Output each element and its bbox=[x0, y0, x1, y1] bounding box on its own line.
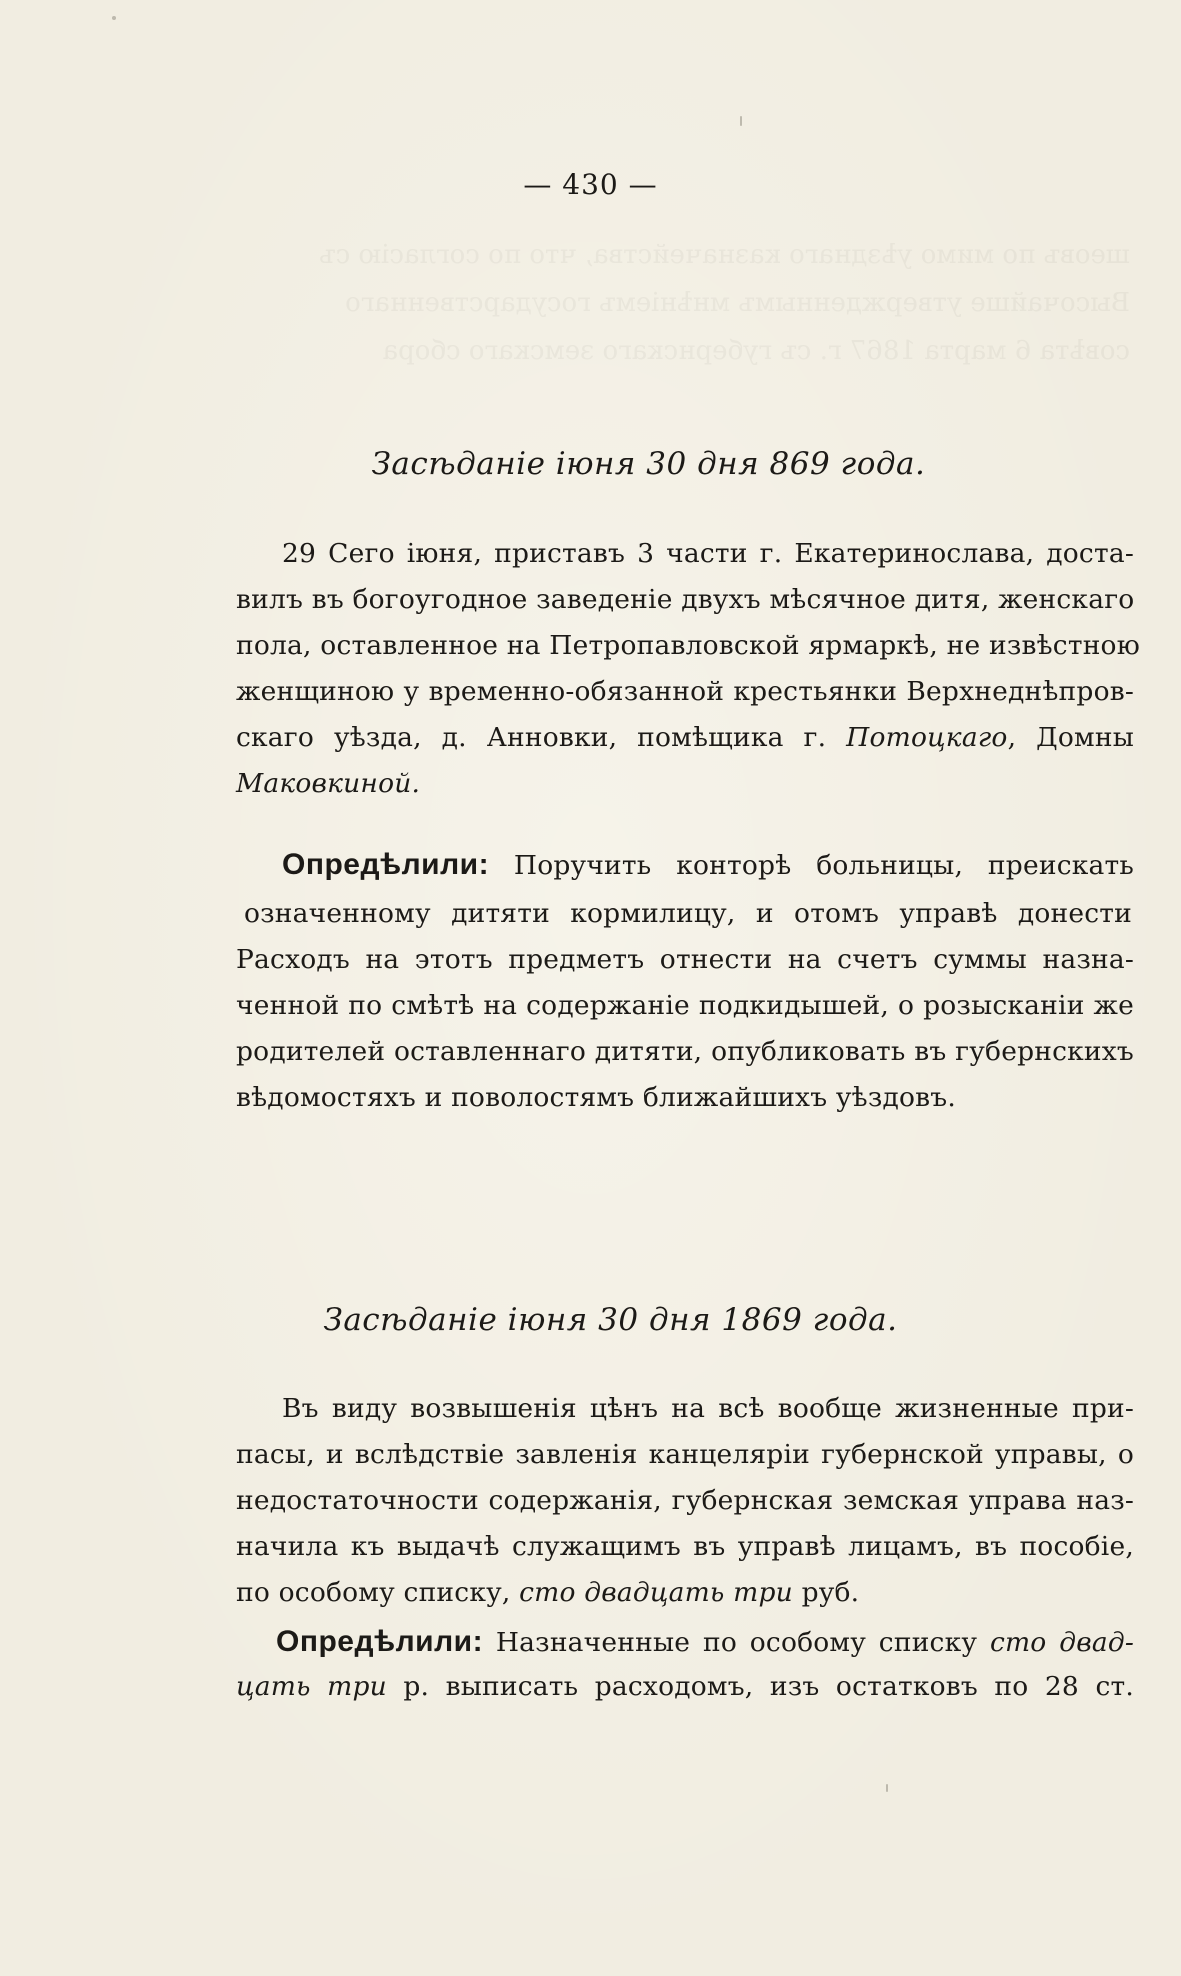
resolution-label: Опредѣлили: bbox=[282, 848, 490, 881]
landowner-name: Потоцкаго bbox=[846, 722, 1008, 753]
paper-speck bbox=[112, 16, 116, 20]
resolution-line: ченной по смѣтѣ на содержаніе подкидышей, о розысканіи же bbox=[236, 990, 1134, 1021]
amount-words: цать три bbox=[236, 1671, 387, 1702]
body-line: вилъ въ богоугодное заведеніе двухъ мѣсячное дитя, женскаго bbox=[236, 584, 1135, 615]
section-heading: Засѣданіе іюня 30 дня 1869 года. bbox=[323, 1302, 898, 1338]
body-line: Въ виду возвышенія цѣнъ на всѣ вообще жизненные при- bbox=[282, 1393, 1134, 1424]
person-name: Маковкиной. bbox=[236, 768, 421, 799]
body-line: недостаточности содержанія, губернская земская управа наз- bbox=[236, 1485, 1134, 1516]
currency-abbrev: руб. bbox=[801, 1577, 860, 1608]
body-text: Домны bbox=[1036, 722, 1134, 753]
resolution-line bbox=[236, 1671, 1134, 1702]
paper-speck bbox=[886, 1784, 888, 1792]
body-line: 29 Сего іюня, приставъ 3 части г. Екатеринослава, доста- bbox=[282, 538, 1134, 569]
bleed-through-text: шеовъ по мимо уѣзднаго казначейства, что по согласію съ bbox=[319, 240, 1130, 270]
body-line-with-name: скаго уѣзда, д. Анновки, помѣщика г. Потоцкаго, Домны bbox=[236, 722, 1134, 753]
resolution-line: вѣдомостяхъ и поволостямъ ближайшихъ уѣздовъ. bbox=[236, 1082, 956, 1113]
bleed-through-text: Высочайше утвержденнымъ мнѣніемъ государственнаго bbox=[345, 288, 1130, 318]
body-line: женщиною у временно-обязанной крестьянки Верхнеднѣпров- bbox=[236, 676, 1134, 707]
resolution-text: Поручить конторѣ больницы, преискать bbox=[513, 850, 1134, 881]
resolution-line: Расходъ на этотъ предметъ отнести на счетъ суммы назна- bbox=[236, 944, 1134, 975]
page-number: — 430 — bbox=[523, 168, 658, 201]
body-line: пасы, и вслѣдствіе завленія канцеляріи губернской управы, о bbox=[236, 1439, 1134, 1470]
body-text: скаго уѣзда, д. Анновки, помѣщика г. bbox=[236, 722, 827, 753]
resolution-line bbox=[276, 1627, 1134, 1657]
section-heading: Засѣданіе іюня 30 дня 869 года. bbox=[371, 446, 926, 482]
body-line: начила къ выдачѣ служащимъ въ управѣ лицамъ, въ пособіе, bbox=[236, 1531, 1134, 1562]
amount-words: сто двадцать три bbox=[519, 1577, 793, 1608]
resolution-line: родителей оставленнаго дитяти, опубликовать въ губернскихъ bbox=[236, 1036, 1134, 1067]
paper-speck bbox=[740, 116, 742, 126]
resolution-text: Назначенные по особому списку bbox=[495, 1627, 978, 1658]
body-line-with-amount bbox=[236, 1577, 1134, 1608]
resolution-line bbox=[282, 850, 1134, 880]
body-text: по особому списку, bbox=[236, 1577, 511, 1608]
resolution-line: означенному дитяти кормилицу, и отомъ управѣ донести bbox=[244, 898, 1132, 929]
amount-words: сто двад- bbox=[989, 1627, 1135, 1658]
resolution-label: Опредѣлили: bbox=[276, 1625, 484, 1658]
bleed-through-text: совѣта 6 марта 1867 г. съ губернскаго земскаго сбора bbox=[382, 336, 1130, 366]
body-line: пола, оставленное на Петропавловской ярмаркѣ, не извѣстною bbox=[236, 630, 1140, 661]
resolution-text: р. выписать расходомъ, изъ остатковъ по 28 ст. bbox=[403, 1671, 1134, 1702]
